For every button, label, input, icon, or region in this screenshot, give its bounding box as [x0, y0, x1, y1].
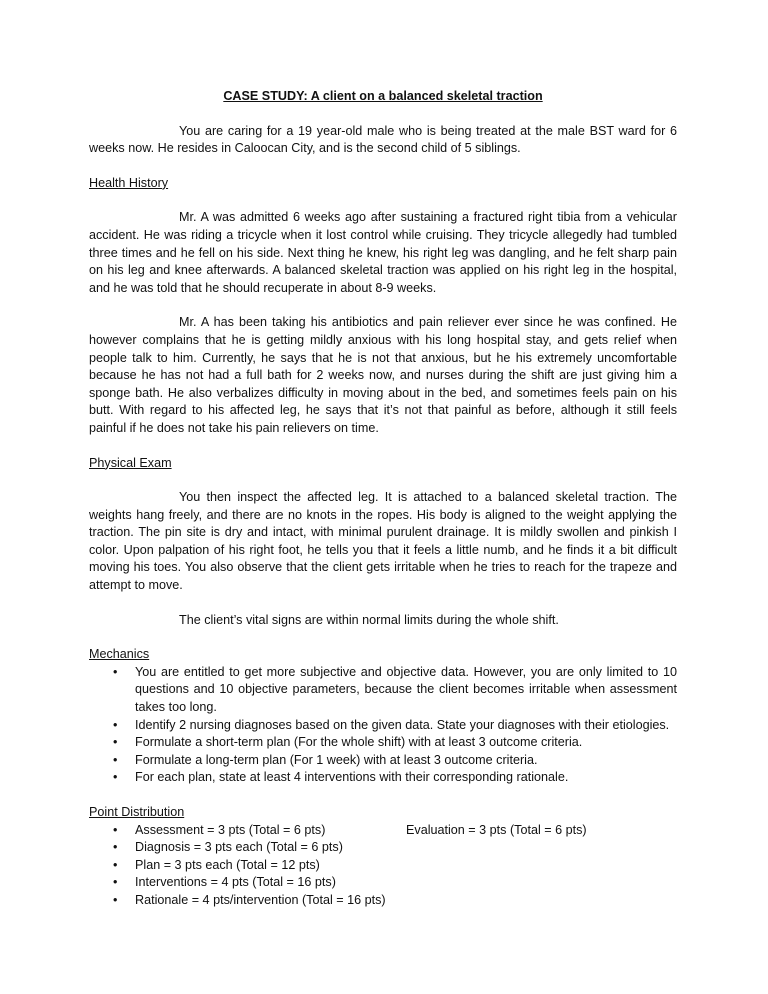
evaluation-points: Evaluation = 3 pts (Total = 6 pts)	[406, 822, 587, 837]
physical-exam-heading: Physical Exam	[89, 455, 172, 470]
physical-exam-paragraph-1: You then inspect the affected leg. It is attached to a balanced skeletal traction. The weights hang freely, and there are no knots in the ropes. His body is aligned to the weight applying the traction. The pin site is dry and intact, with minimal purulent drainage. It is mildly swollen and pinkish I color. Upon palpation of his right foot, he tells you that it feels a little numb, and he finds it a bit difficult moving his toes. You also observe that the client gets irritable when he tries to reach for the trapeze and attempt to move.	[89, 490, 677, 593]
mechanics-list	[89, 664, 677, 787]
list-item-text: Assessment = 3 pts (Total = 6 pts)	[135, 822, 326, 837]
health-history-heading: Health History	[89, 175, 169, 190]
list-item-text: You are entitled to get more subjective and objective data. However, you are only limited to 10 questions and 10 objective parameters, because the client becomes irritable when assessment takes too long.	[135, 664, 677, 715]
bullet-icon: •	[113, 840, 118, 855]
bullet-icon: •	[113, 822, 118, 837]
document-page	[89, 88, 677, 927]
list-item-text: Formulate a long-term plan (For 1 week) with at least 3 outcome criteria.	[135, 752, 538, 767]
list-item-text: Rationale = 4 pts/intervention (Total = 16 pts)	[135, 892, 386, 907]
health-history-paragraph-2: Mr. A has been taking his antibiotics and pain reliever ever since he was confined. He however complains that he is getting mildly anxious with his long hospital stay, and gets relief when people talk to him. Currently, he says that he is not that anxious, but he his extremely uncomfortable because he has not had a full bath for 2 weeks now, and nurses during the shift are just giving him a sponge bath. He also verbalizes difficulty in moving about in the bed, and sometimes feels pain on his butt. With regard to his affected leg, he says that it’s not that painful as before, although it still feels painful if he does not take his pain relievers on time.	[89, 315, 677, 435]
point-distribution-section	[89, 822, 677, 910]
bullet-icon: •	[113, 892, 118, 907]
list-item	[89, 839, 677, 857]
bullet-icon: •	[113, 664, 118, 679]
list-item	[89, 717, 677, 735]
point-distribution-list	[89, 822, 677, 910]
point-distribution-heading: Point Distribution	[89, 805, 185, 819]
list-item-text: Diagnosis = 3 pts each (Total = 6 pts)	[135, 840, 343, 855]
list-item	[89, 752, 677, 770]
list-item-text: Formulate a short-term plan (For the whole shift) with at least 3 outcome criteria.	[135, 735, 583, 750]
document-title: CASE STUDY: A client on a balanced skeletal traction	[223, 89, 543, 103]
list-item	[89, 874, 677, 892]
list-item-text: Interventions = 4 pts (Total = 16 pts)	[135, 875, 336, 890]
list-item-text: For each plan, state at least 4 interventions with their corresponding rationale.	[135, 770, 569, 785]
list-item	[89, 769, 677, 787]
bullet-icon: •	[113, 875, 118, 890]
bullet-icon: •	[113, 735, 118, 750]
list-item	[89, 892, 677, 910]
list-item	[89, 734, 677, 752]
bullet-icon: •	[113, 717, 118, 732]
list-item	[89, 857, 677, 875]
list-item	[89, 664, 677, 717]
intro-paragraph: You are caring for a 19 year-old male who is being treated at the male BST ward for 6 weeks now. He resides in Caloocan City, and is the second child of 5 siblings.	[89, 123, 677, 156]
mechanics-heading: Mechanics	[89, 647, 150, 662]
physical-exam-paragraph-2: The client’s vital signs are within normal limits during the whole shift.	[179, 612, 559, 627]
health-history-paragraph-1: Mr. A was admitted 6 weeks ago after sustaining a fractured right tibia from a vehicular accident. He was riding a tricycle when it lost control while cruising. They tricycle allegedly had tumbled three times and he fell on his side. Next thing he knew, his right leg was dangling, and he felt sharp pain on his leg and knee afterwards. A balanced skeletal traction was applied on his right leg in the hospital, and he was told that he should recuperate in about 8-9 weeks.	[89, 210, 677, 295]
bullet-icon: •	[113, 770, 118, 785]
bullet-icon: •	[113, 752, 118, 767]
list-item-text: Identify 2 nursing diagnoses based on the given data. State your diagnoses with their etiologies.	[135, 717, 670, 732]
list-item-text: Plan = 3 pts each (Total = 12 pts)	[135, 857, 320, 872]
list-item	[89, 822, 677, 840]
bullet-icon: •	[113, 857, 118, 872]
